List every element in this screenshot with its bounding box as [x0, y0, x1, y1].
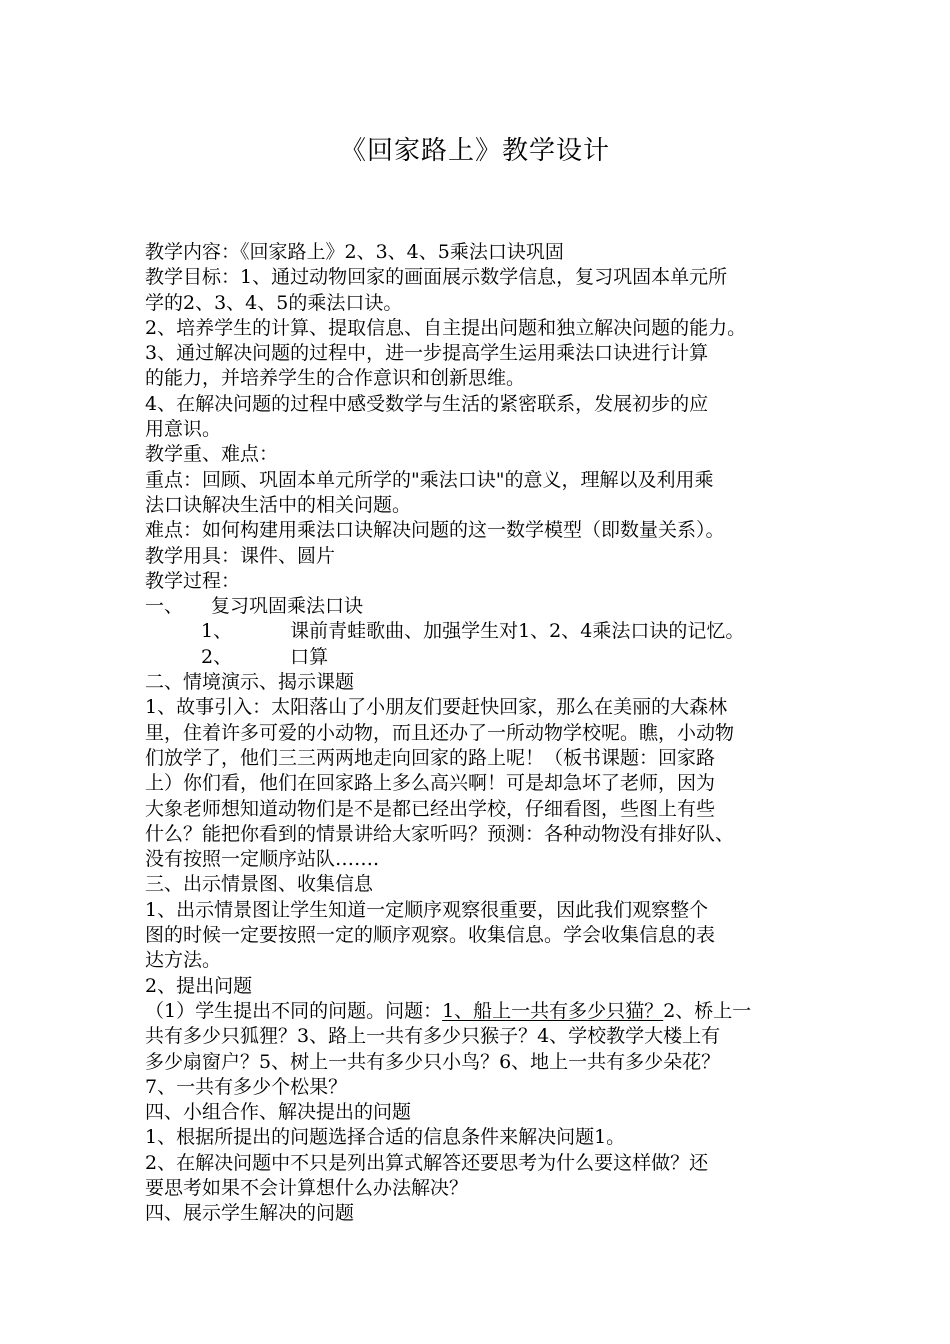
list-item-number: 1、 — [201, 620, 233, 643]
text-line: 教学内容：《回家路上》2、3、4、5乘法口诀巩固 — [145, 241, 564, 263]
text-line: 教学用具：课件、圆片 — [145, 544, 336, 567]
text-line: 教学过程： — [145, 569, 241, 592]
list-item-number: 2、 — [201, 645, 233, 668]
text-line: 重点：回顾、巩固本单元所学的"乘法口诀"的意义，理解以及利用乘 — [145, 468, 714, 491]
text-line: 2、培养学生的计算、提取信息、自主提出问题和独立解决问题的能力。 — [145, 316, 747, 339]
document-title: 《回家路上》教学设计 — [339, 136, 610, 166]
text-line: 要思考如果不会计算想什么办法解决？ — [145, 1176, 469, 1199]
text-line: 多少扇窗户？5、树上一共有多少只小鸟？6、地上一共有多少朵花？ — [145, 1050, 721, 1073]
list-item — [145, 619, 835, 644]
text-line: 1、根据所提出的问题选择合适的信息条件来解决问题1。 — [145, 1126, 626, 1149]
text-line: 大象老师想知道动物们是不是都已经出学校，仔细看图，些图上有些 — [145, 797, 716, 820]
section-number: 一、 — [145, 595, 184, 618]
text-line: 四、展示学生解决的问题 — [145, 1202, 355, 1225]
text-line: 们放学了，他们三三两两地走向回家的路上呢！（板书课题：回家路 — [145, 746, 716, 769]
question-prefix: （1）学生提出不同的问题。问题： — [145, 999, 443, 1022]
text-line: 用意识。 — [145, 418, 222, 441]
text-line: 2、在解决问题中不只是列出算式解答还要思考为什么要这样做？还 — [145, 1151, 709, 1174]
text-line: 里，住着许多可爱的小动物，而且还办了一所动物学校呢。瞧，小动物 — [145, 721, 735, 744]
question-line — [145, 999, 835, 1024]
text-line: 没有按照一定顺序站队……. — [145, 848, 380, 871]
text-line: 达方法。 — [145, 949, 222, 972]
question-suffix: 2、桥上一 — [663, 999, 752, 1022]
text-line: 什么？能把你看到的情景讲给大家听吗？预测：各种动物没有排好队、 — [145, 822, 735, 845]
text-line: 三、出示情景图、收集信息 — [145, 873, 374, 896]
text-line: 4、在解决问题的过程中感受数学与生活的紧密联系，发展初步的应 — [145, 392, 709, 415]
text-line: 上）你们看，他们在回家路上多么高兴啊！可是却急坏了老师，因为 — [145, 772, 716, 795]
list-item — [145, 645, 835, 670]
section-heading-text: 复习巩固乘法口诀 — [211, 595, 364, 618]
text-line: 二、情境演示、揭示课题 — [145, 671, 355, 694]
text-line: 教学目标：1、通过动物回家的画面展示数学信息，复习巩固本单元所 — [145, 266, 728, 289]
text-line: 教学重、难点： — [145, 443, 279, 466]
text-line: 7、一共有多少个松果？ — [145, 1075, 348, 1098]
document-body — [145, 240, 835, 1227]
text-line: 法口诀解决生活中的相关问题。 — [145, 493, 412, 516]
section-heading — [145, 594, 835, 619]
text-line: 1、出示情景图让学生知道一定顺序观察很重要，因此我们观察整个 — [145, 898, 709, 921]
underlined-question: 1、船上一共有多少只猫？ — [442, 999, 664, 1022]
text-line: 3、通过解决问题的过程中，进一步提高学生运用乘法口诀进行计算 — [145, 342, 709, 365]
text-line: 四、小组合作、解决提出的问题 — [145, 1101, 412, 1124]
text-line: 共有多少只狐狸？3、路上一共有多少只猴子？4、学校教学大楼上有 — [145, 1025, 721, 1048]
list-item-text: 口算 — [290, 645, 329, 668]
text-line: 难点：如何构建用乘法口诀解决问题的这一数学模型（即数量关系）。 — [145, 519, 725, 542]
text-line: 学的2、3、4、5的乘法口诀。 — [145, 291, 403, 314]
text-line: 的能力，并培养学生的合作意识和创新思维。 — [145, 367, 526, 390]
text-line: 图的时候一定要按照一定的顺序观察。收集信息。学会收集信息的表 — [145, 924, 716, 947]
text-line: 1、故事引入：太阳落山了小朋友们要赶快回家，那么在美丽的大森林 — [145, 696, 728, 719]
text-line: 2、提出问题 — [145, 974, 253, 997]
list-item-text: 课前青蛙歌曲、加强学生对1、2、4乘法口诀的记忆。 — [290, 620, 745, 643]
